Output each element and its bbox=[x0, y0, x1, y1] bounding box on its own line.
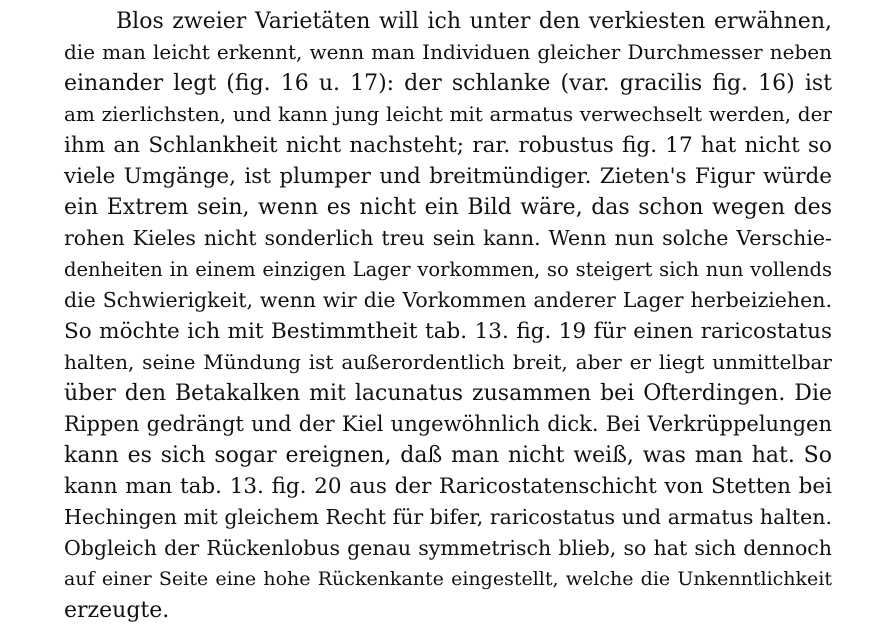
text-line: halten, seine Mündung ist außerordentlich breit, aber er liegt unmittelbar bbox=[64, 350, 832, 374]
text-line: erzeugte. bbox=[64, 598, 170, 623]
text-line: die Schwierigkeit, wenn wir die Vorkommen anderer Lager herbeiziehen. bbox=[64, 288, 832, 312]
text-line: Obgleich der Rückenlobus genau symmetrisch blieb, so hat sich dennoch bbox=[64, 536, 832, 560]
text-paragraph bbox=[64, 6, 832, 626]
text-line: rohen Kieles nicht sonderlich treu sein kann. Wenn nun solche Verschie- bbox=[64, 226, 832, 250]
text-line: denheiten in einem einzigen Lager vorkommen, so steigert sich nun vollends bbox=[64, 258, 832, 281]
text-line: viele Umgänge, ist plumper und breitmündiger. Zieten's Figur würde bbox=[64, 164, 832, 189]
text-line: ihm an Schlankheit nicht nachsteht; rar. robustus fig. 17 hat nicht so bbox=[64, 133, 832, 158]
text-line: die man leicht erkennt, wenn man Individuen gleicher Durchmesser neben bbox=[64, 40, 832, 64]
text-line: ein Extrem sein, wenn es nicht ein Bild wäre, das schon wegen des bbox=[64, 195, 832, 220]
text-line: So möchte ich mit Bestimmtheit tab. 13. fig. 19 für einen raricostatus bbox=[64, 319, 832, 344]
text-line: auf einer Seite eine hohe Rückenkante eingestellt, welche die Unkenntlichkeit bbox=[64, 568, 832, 590]
text-line: kann es sich sogar ereignen, daß man nicht weiß, was man hat. So bbox=[64, 443, 832, 468]
text-line: Rippen gedrängt und der Kiel ungewöhnlich dick. Bei Verkrüppelungen bbox=[64, 412, 832, 436]
text-line: Hechingen mit gleichem Recht für bifer, raricostatus und armatus halten. bbox=[64, 505, 832, 529]
text-line: über den Betakalken mit lacunatus zusammen bei Ofterdingen. Die bbox=[64, 381, 832, 406]
text-line: am zierlichsten, und kann jung leicht mit armatus verwechselt werden, der bbox=[64, 102, 832, 126]
text-line: einander legt (fig. 16 u. 17): der schlanke (var. gracilis fig. 16) ist bbox=[64, 71, 832, 96]
text-line: Blos zweier Varietäten will ich unter den verkiesten erwähnen, bbox=[116, 9, 832, 34]
text-line: kann man tab. 13. fig. 20 aus der Raricostatenschicht von Stetten bei bbox=[64, 474, 832, 499]
